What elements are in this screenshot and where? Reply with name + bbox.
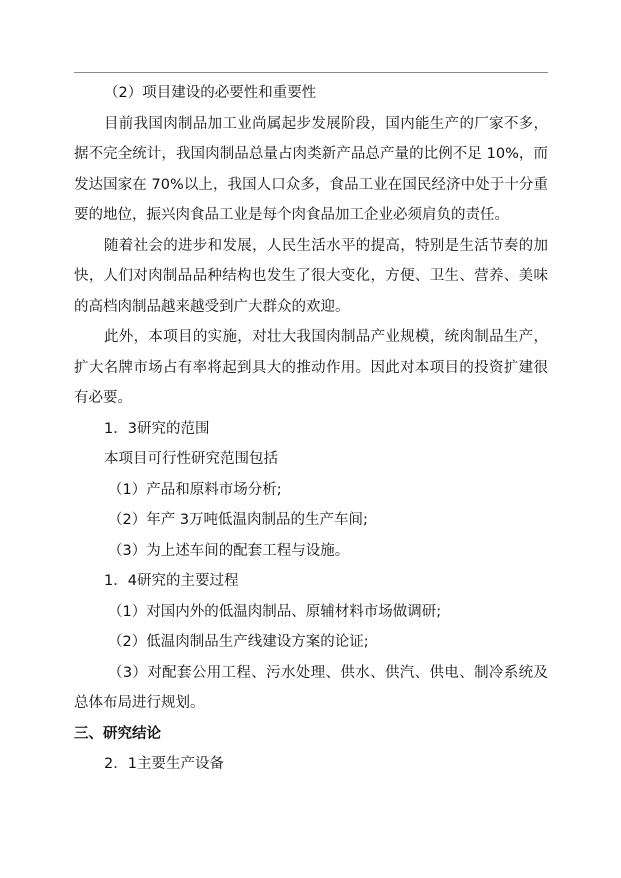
paragraph-line: 的高档肉制品越来越受到广大群众的欢迎。 xyxy=(74,298,350,315)
document-body xyxy=(74,78,548,780)
scope-list xyxy=(74,475,548,567)
list-item: （3）对配套公用工程、污水处理、供水、供汽、供电、制冷系统及 xyxy=(108,664,548,681)
section-heading-1-3: 1．3研究的范围 xyxy=(104,420,210,437)
paragraph-line: 快，人们对肉制品品种结构也发生了很大变化，方便、卫生、营养、美味 xyxy=(74,268,548,284)
paragraph-line: 目前我国肉制品加工业尚属起步发展阶段，国内能生产的厂家不多， xyxy=(104,115,548,132)
list-item: （2）低温肉制品生产线建设方案的论证; xyxy=(108,634,369,650)
paragraph-line: 要的地位，振兴肉食品工业是每个肉食品加工企业必须肩负的责任。 xyxy=(74,207,509,223)
section-heading-2-1: 2．1主要生产设备 xyxy=(104,756,224,772)
list-item: （1）对国内外的低温肉制品、原辅材料市场做调研; xyxy=(108,603,442,620)
paragraph-line: 扩大名牌市场占有率将起到具大的推动作用。因此对本项目的投资扩建很 xyxy=(74,359,548,376)
list-item: （2）年产 3万吨低温肉制品的生产车间; xyxy=(108,512,368,528)
list-item-continuation: 总体布局进行规划。 xyxy=(74,695,205,711)
paragraph-project-impact xyxy=(74,322,548,414)
paragraph-line: 此外，本项目的实施，对壮大我国肉制品产业规模，统肉制品生产， xyxy=(104,329,548,345)
paragraph-line: 随着社会的进步和发展，人民生活水平的提高，特别是生活节奏的加 xyxy=(104,237,548,254)
list-item: （3）为上述车间的配套工程与设施。 xyxy=(108,542,350,559)
section-heading-1-4: 1．4研究的主要过程 xyxy=(104,573,239,589)
process-list xyxy=(74,597,548,719)
paragraph-line: 有必要。 xyxy=(74,390,132,406)
paragraph-line: 发达国家在 70%以上，我国人口众多，食品工业在国民经济中处于十分重 xyxy=(74,176,548,193)
scope-intro: 本项目可行性研究范围包括 xyxy=(104,451,278,467)
list-item: （1）产品和原料市场分析; xyxy=(108,481,282,498)
paragraph-social-progress xyxy=(74,231,548,323)
paragraph-line: 据不完全统计，我国肉制品总量占肉类新产品总产量的比例不足 10%，而 xyxy=(74,146,548,162)
paragraph-current-status xyxy=(74,109,548,231)
subsection-heading-necessity: （2）项目建设的必要性和重要性 xyxy=(104,85,317,101)
chapter-heading-conclusion: 三、研究结论 xyxy=(74,725,161,742)
header-divider xyxy=(74,72,548,73)
